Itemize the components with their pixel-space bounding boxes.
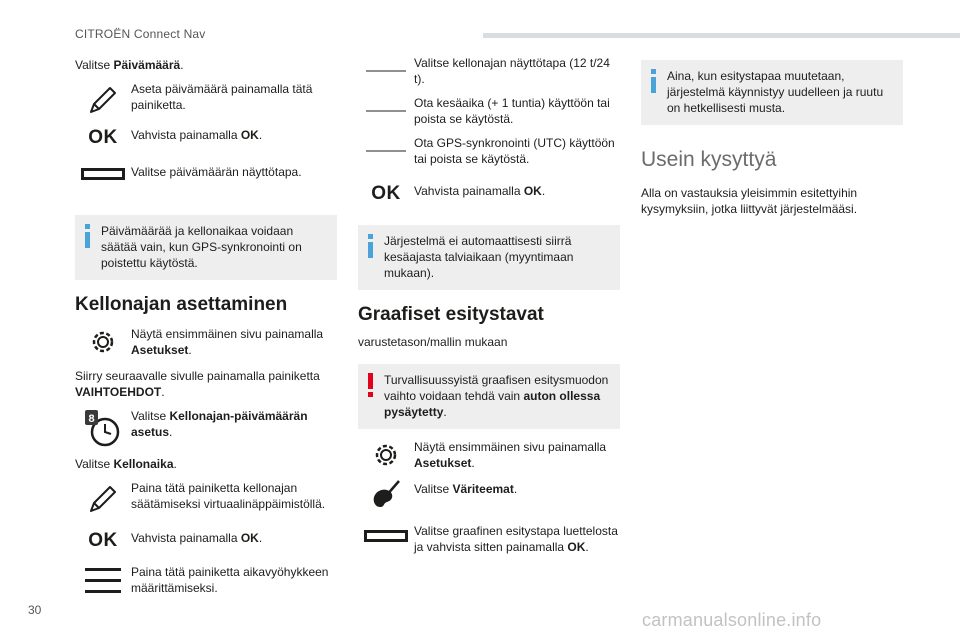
heading-faq: Usein kysyttyä (641, 148, 777, 171)
step-dst: Ota kesäaika (+ 1 tuntia) käyttöön tai poista se käytöstä. (358, 95, 620, 127)
info-mark-icon (650, 69, 658, 97)
info-note-gps: Päivämäärää ja kellonaikaa voidaan säätää vain, kun GPS-synkronointi on poistettu käytöstä. (75, 215, 337, 280)
para-equipment: varustetason/mallin mukaan (358, 335, 508, 349)
step-home: Näytä ensimmäinen sivu painamalla Asetukset. (358, 439, 620, 471)
step-clock-format: Valitse kellonajan näyttötapa (12 t/24 t). (358, 55, 620, 87)
column-1 (75, 55, 337, 598)
ok-label-icon: OK (88, 530, 118, 551)
list-bar-icon (75, 161, 131, 187)
column-3 (641, 55, 903, 217)
clock-badge-icon (75, 408, 131, 448)
step-confirm: OK Vahvista painamalla OK. (88, 127, 263, 148)
pencil-icon (75, 480, 131, 518)
column-2 (358, 55, 620, 555)
info-mark-icon (367, 234, 375, 262)
gear-icon (358, 439, 414, 471)
para-clock: Valitse Kellonaika. (75, 457, 177, 471)
slider-line-icon (358, 95, 414, 127)
slider-line-icon (358, 135, 414, 167)
step-keyboard: Paina tätä painiketta kellonajan säätämiseksi virtuaalinäppäimistöllä. (75, 480, 337, 518)
step-gps: Ota GPS-synkronointi (UTC) käyttöön tai poista se käytöstä. (358, 135, 620, 167)
list-bar-icon (358, 523, 414, 549)
para-next-page: Siirry seuraavalle sivulle painamalla painiketta VAIHTOEHDOT. (75, 369, 320, 399)
heading-themes: Graafiset esitystavat (358, 304, 544, 325)
badge-number: 8 (88, 413, 95, 425)
warning-mark-icon (367, 373, 375, 401)
info-note-dst: Järjestelmä ei automaattisesti siirrä kesäajasta talviaikaan (myyntimaan mukaan). (358, 225, 620, 290)
intro-paragraph: Valitse Päivämäärä. (75, 58, 184, 72)
step-theme: Valitse Väriteemat. (358, 477, 620, 511)
step-pick-theme: Valitse graafinen esitystapa luettelosta ja vahvista sitten painamalla OK. (358, 523, 620, 555)
info-mark-icon (84, 224, 92, 252)
ok-label-icon: OK (371, 183, 401, 204)
heading-clock: Kellonajan asettaminen (75, 294, 288, 315)
step-clock-date: 8 Valitse Kellonajan-päivämäärän asetus. (75, 408, 337, 448)
step-confirm-2: OK Vahvista painamalla OK. (88, 530, 263, 551)
pencil-icon (75, 81, 131, 119)
page-number: 30 (28, 603, 42, 617)
para-faq: Alla on vastauksia yleisimmin esitettyihin kysymyksiin, jotka liittyvät järjestelmääsi. (641, 186, 858, 216)
slider-line-icon (358, 55, 414, 87)
step-home: Näytä ensimmäinen sivu painamalla Asetukset. (75, 326, 337, 358)
step-set-date: Aseta päivämäärä painamalla tätä painiketta. (75, 81, 337, 119)
menu-icon (75, 564, 131, 598)
warning-note: Turvallisuussyistä graafisen esitysmuodon vaihto voidaan tehdä vain auton ollessa pysäytetty. (358, 364, 620, 429)
step-confirm: OK Vahvista painamalla OK. (371, 183, 546, 204)
step-timezone: Paina tätä painiketta aikavyöhykkeen määrittämiseksi. (75, 564, 337, 598)
gear-icon (75, 326, 131, 358)
header-rule (483, 33, 960, 38)
info-note-restart: Aina, kun esitystapaa muutetaan, järjestelmä käynnistyy uudelleen ja ruutu on hetkellisesti musta. (641, 60, 903, 125)
palette-icon (358, 477, 414, 511)
ok-label-icon: OK (88, 127, 118, 148)
step-date-format: Valitse päivämäärän näyttötapa. (75, 161, 337, 187)
watermark: carmanualsonline.info (642, 610, 822, 630)
header-title: CITROËN Connect Nav (75, 27, 206, 41)
